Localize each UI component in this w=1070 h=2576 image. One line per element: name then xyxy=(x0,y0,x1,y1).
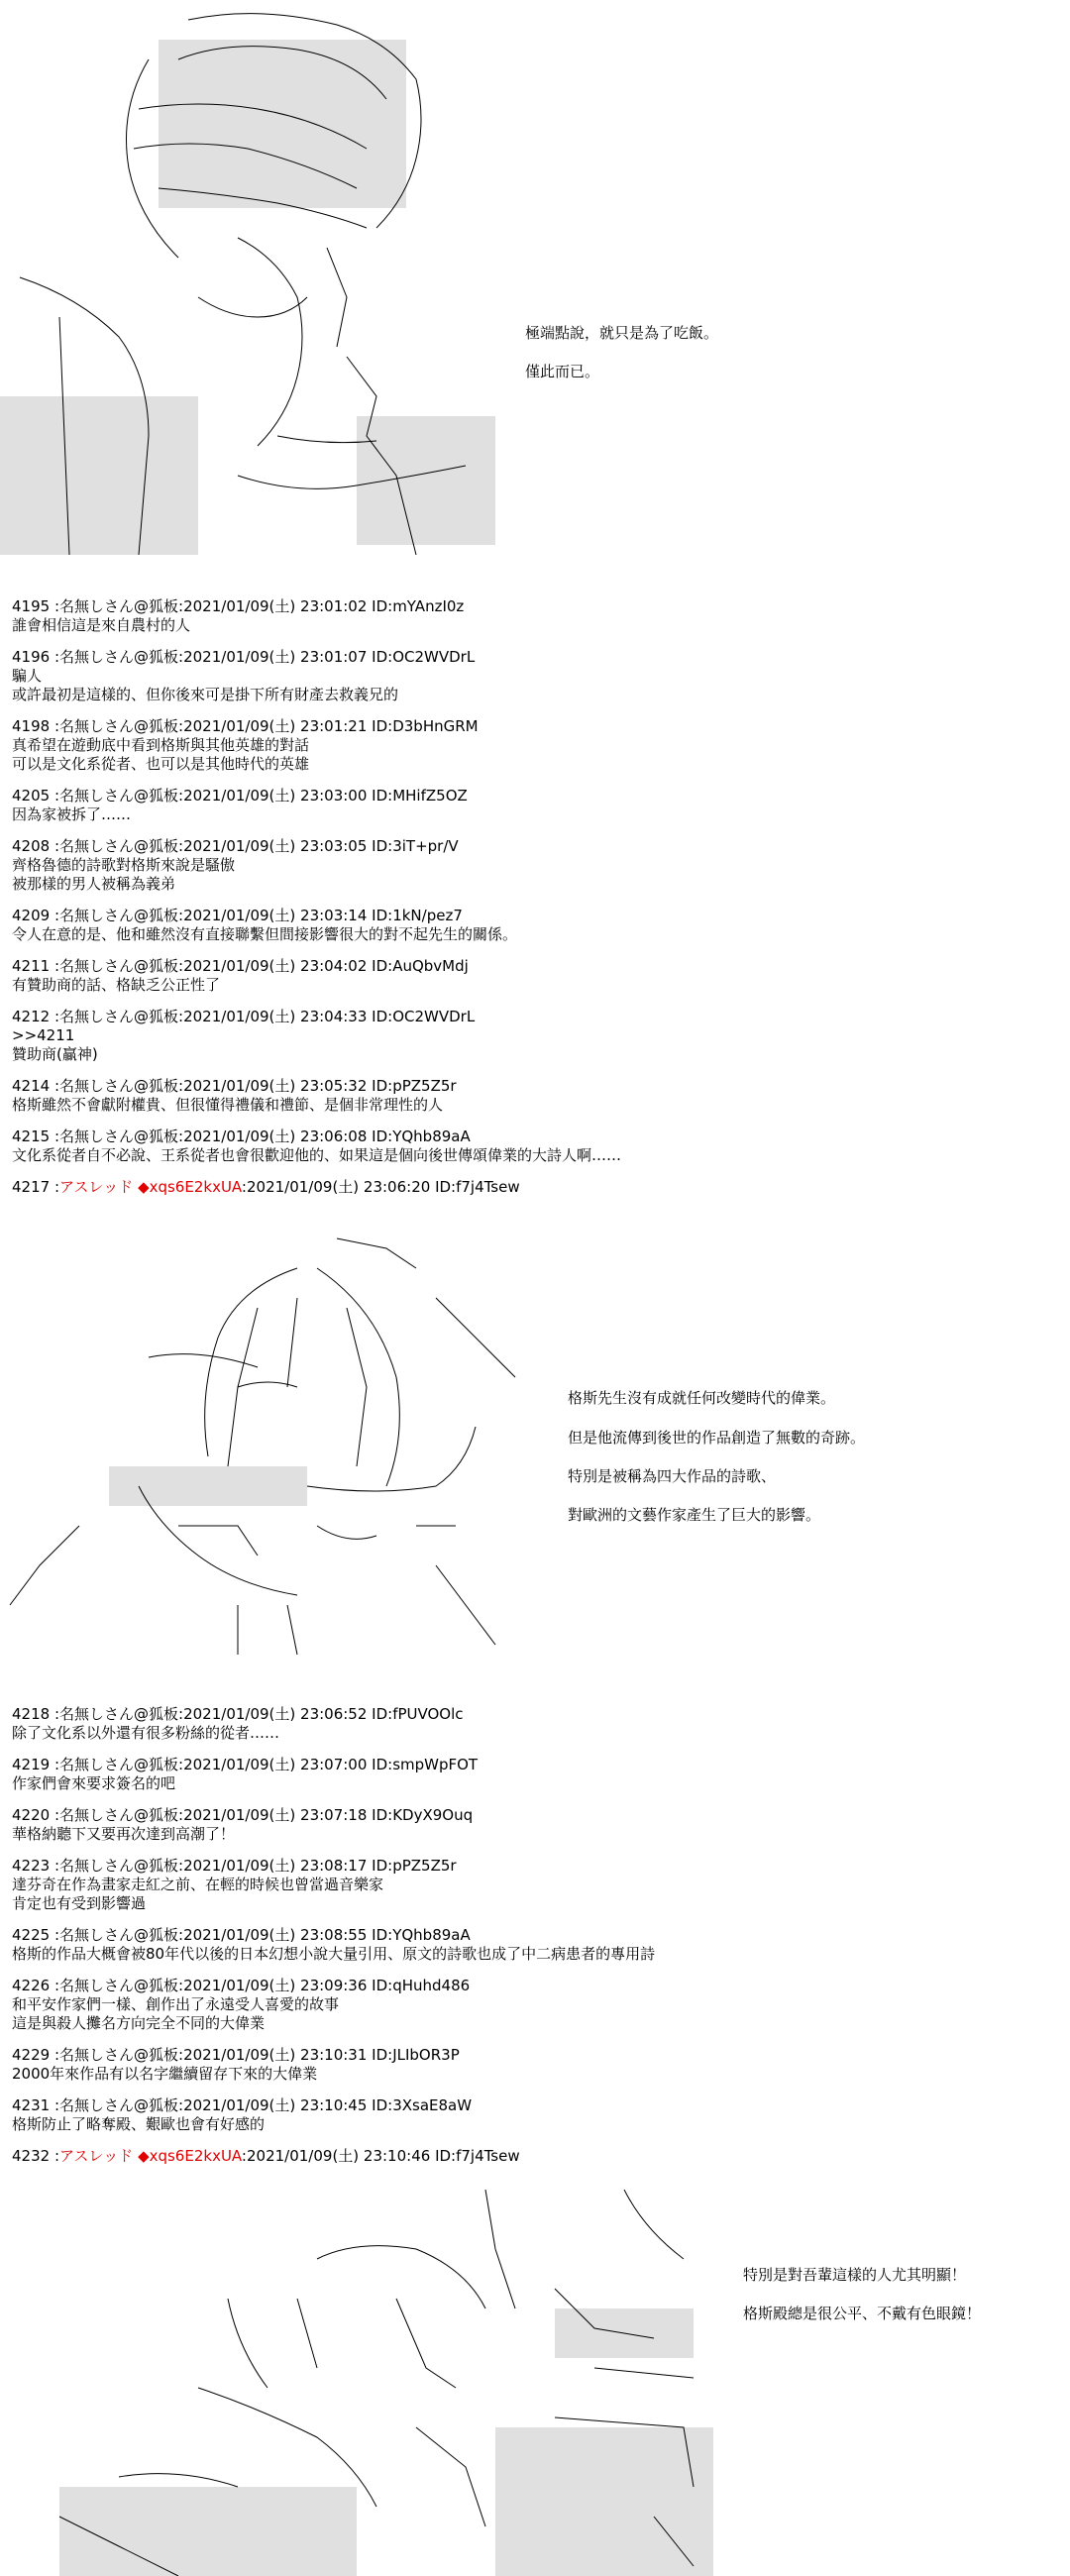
post-body: 華格納聽下又要再次達到高潮了！ xyxy=(12,1825,236,1843)
post-list-2 xyxy=(12,1705,1003,2179)
aa-art-panel-2 xyxy=(0,1229,555,1664)
post-number: 4218 xyxy=(12,1705,51,1723)
op-author: アスレッド xyxy=(59,1178,134,1196)
post-number: 4219 xyxy=(12,1756,51,1773)
post-number: 4195 xyxy=(12,597,51,615)
post-number: 4205 xyxy=(12,787,51,805)
post-author: 名無しさん@狐板 xyxy=(59,957,179,975)
op-trip: ◆xqs6E2kxUA xyxy=(138,2147,242,2165)
post-date: 2021/01/09(土) 23:10:45 xyxy=(183,2096,368,2114)
post xyxy=(12,717,1003,774)
post-date: 2021/01/09(土) 23:06:20 xyxy=(246,1178,431,1196)
post-body: 真希望在遊動底中看到格斯與其他英雄的對話 可以是文化系從者、也可以是其他時代的英雄 xyxy=(12,736,310,773)
post-date: 2021/01/09(土) 23:09:36 xyxy=(183,1977,368,1994)
post-number: 4223 xyxy=(12,1857,51,1875)
post-header: 4220 :名無しさん@狐板:2021/01/09(土) 23:07:18 ID:KDyX9Ouq xyxy=(12,1806,474,1824)
post xyxy=(12,957,1003,995)
post-author: 名無しさん@狐板 xyxy=(59,2096,179,2114)
post-number: 4209 xyxy=(12,907,51,924)
post-author: 名無しさん@狐板 xyxy=(59,1127,179,1145)
post-list-1 xyxy=(12,597,1003,1210)
post-id: ID:MHifZ5OZ xyxy=(372,787,468,805)
post-id: ID:pPZ5Z5r xyxy=(372,1077,457,1095)
post-date: 2021/01/09(土) 23:03:00 xyxy=(183,787,368,805)
post-header: 4214 :名無しさん@狐板:2021/01/09(土) 23:05:32 ID:pPZ5Z5r xyxy=(12,1077,457,1095)
post-number: 4229 xyxy=(12,2046,51,2064)
post-date: 2021/01/09(土) 23:08:55 xyxy=(183,1926,368,1944)
post-number: 4198 xyxy=(12,717,51,735)
post-date: 2021/01/09(土) 23:01:02 xyxy=(183,597,368,615)
aa-figure-2 xyxy=(0,1229,555,1664)
post-id: ID:fPUVOOlc xyxy=(372,1705,464,1723)
post-number: 4226 xyxy=(12,1977,51,1994)
post-body: 除了文化系以外還有很多粉絲的從者…… xyxy=(12,1724,280,1742)
post xyxy=(12,1127,1003,1165)
post-header: 4218 :名無しさん@狐板:2021/01/09(土) 23:06:52 ID:fPUVOOlc xyxy=(12,1705,464,1723)
post-date: 2021/01/09(土) 23:08:17 xyxy=(183,1857,368,1875)
post-id: ID:KDyX9Ouq xyxy=(372,1806,474,1824)
post-number: 4220 xyxy=(12,1806,51,1824)
post-id: ID:1kN/pez7 xyxy=(372,907,463,924)
post-date: 2021/01/09(土) 23:05:32 xyxy=(183,1077,368,1095)
panel1-caption-1: 極端點說，就只是為了吃飯。 xyxy=(525,324,719,342)
post xyxy=(12,1077,1003,1115)
post-header: 4231 :名無しさん@狐板:2021/01/09(土) 23:10:45 ID:3XsaE8aW xyxy=(12,2096,473,2114)
post-number: 4208 xyxy=(12,837,51,855)
post-id: ID:qHuhd486 xyxy=(372,1977,471,1994)
post-date: 2021/01/09(土) 23:10:31 xyxy=(183,2046,368,2064)
post-header: 4198 :名無しさん@狐板:2021/01/09(土) 23:01:21 ID:D3bHnGRM xyxy=(12,717,479,735)
post-date: 2021/01/09(土) 23:06:52 xyxy=(183,1705,368,1723)
post-author: 名無しさん@狐板 xyxy=(59,1857,179,1875)
post-body: 文化系從者自不必說、王系從者也會很歡迎他的、如果這是個向後世傳頌偉業的大詩人啊…… xyxy=(12,1146,622,1164)
post-id: ID:mYAnzI0z xyxy=(372,597,465,615)
post-body: 2000年來作品有以名字繼續留存下來的大偉業 xyxy=(12,2065,318,2083)
post-id: ID:3iT+pr/V xyxy=(372,837,459,855)
post xyxy=(12,2046,1003,2084)
post-body: 格斯的作品大概會被80年代以後的日本幻想小說大量引用、原文的詩歌也成了中二病患者的專用詩 xyxy=(12,1945,656,1963)
post-id: ID:smpWpFOT xyxy=(372,1756,479,1773)
post-id: ID:OC2WVDrL xyxy=(372,1008,476,1025)
post-id: ID:JLIbOR3P xyxy=(372,2046,460,2064)
panel2-caption-3: 特別是被稱為四大作品的詩歌、 xyxy=(568,1467,777,1485)
post-body: 令人在意的是、他和雖然沒有直接聯繫但間接影響很大的對不起先生的關係。 xyxy=(12,925,518,943)
post-author: 名無しさん@狐板 xyxy=(59,1806,179,1824)
post-number: 4212 xyxy=(12,1008,51,1025)
post-number: 4211 xyxy=(12,957,51,975)
post-number: 4196 xyxy=(12,648,51,666)
post xyxy=(12,1705,1003,1743)
panel2-caption-4: 對歐洲的文藝作家產生了巨大的影響。 xyxy=(568,1506,821,1524)
post-header: 4226 :名無しさん@狐板:2021/01/09(土) 23:09:36 ID:qHuhd486 xyxy=(12,1977,471,1994)
post-author: 名無しさん@狐板 xyxy=(59,1705,179,1723)
post-header: 4219 :名無しさん@狐板:2021/01/09(土) 23:07:00 ID:smpWpFOT xyxy=(12,1756,479,1773)
post-id: ID:pPZ5Z5r xyxy=(372,1857,457,1875)
post-date: 2021/01/09(土) 23:07:18 xyxy=(183,1806,368,1824)
post-author: 名無しさん@狐板 xyxy=(59,787,179,805)
post-id: ID:3XsaE8aW xyxy=(372,2096,473,2114)
post-body: 作家們會來要求簽名的吧 xyxy=(12,1774,176,1792)
post-date: 2021/01/09(土) 23:04:02 xyxy=(183,957,368,975)
post-author: 名無しさん@狐板 xyxy=(59,1926,179,1944)
post-header: 4229 :名無しさん@狐板:2021/01/09(土) 23:10:31 ID:JLIbOR3P xyxy=(12,2046,460,2064)
post-number: 4225 xyxy=(12,1926,51,1944)
post xyxy=(12,648,1003,704)
op-trip: ◆xqs6E2kxUA xyxy=(138,1178,242,1196)
post xyxy=(12,1857,1003,1913)
post-date: 2021/01/09(土) 23:03:14 xyxy=(183,907,368,924)
post-date: 2021/01/09(土) 23:10:46 xyxy=(246,2147,431,2165)
post xyxy=(12,787,1003,824)
panel2-caption-1: 格斯先生沒有成就任何改變時代的偉業。 xyxy=(568,1389,836,1407)
post-body: 齊格魯德的詩歌對格斯來說是騷傲 被那樣的男人被稱為義弟 xyxy=(12,856,236,893)
reply-anchor-link[interactable]: >>4211 xyxy=(12,1026,75,1044)
post xyxy=(12,837,1003,894)
post-body: 達芬奇在作為畫家走紅之前、在輕的時候也曾當過音樂家 肯定也有受到影響過 xyxy=(12,1876,384,1912)
post-id: ID:YQhb89aA xyxy=(372,1127,471,1145)
post-body: 騙人 或許最初是這樣的、但你後來可是掛下所有財產去救義兄的 xyxy=(12,667,399,703)
post-number: 4231 xyxy=(12,2096,51,2114)
aa-figure-1 xyxy=(0,0,515,555)
post-header: 4211 :名無しさん@狐板:2021/01/09(土) 23:04:02 ID:AuQbvMdj xyxy=(12,957,469,975)
op-post-header: 4217 :アスレッド ◆xqs6E2kxUA:2021/01/09(土) 23:06:20 ID:f7j4Tsew xyxy=(12,1178,520,1196)
post-author: 名無しさん@狐板 xyxy=(59,907,179,924)
post xyxy=(12,2096,1003,2134)
post-author: 名無しさん@狐板 xyxy=(59,1077,179,1095)
post-id: ID:f7j4Tsew xyxy=(435,2147,520,2165)
panel3-caption-1: 特別是對吾輩這樣的人尤其明顯！ xyxy=(743,2266,967,2284)
post-header: 4196 :名無しさん@狐板:2021/01/09(土) 23:01:07 ID:OC2WVDrL xyxy=(12,648,476,666)
post-body: 因為家被拆了…… xyxy=(12,805,132,823)
post-author: 名無しさん@狐板 xyxy=(59,1756,179,1773)
post-id: ID:OC2WVDrL xyxy=(372,648,476,666)
post-author: 名無しさん@狐板 xyxy=(59,837,179,855)
post-date: 2021/01/09(土) 23:01:21 xyxy=(183,717,368,735)
aa-art-panel-1 xyxy=(0,0,515,555)
post-date: 2021/01/09(土) 23:07:00 xyxy=(183,1756,368,1773)
post-body: >>4211 贊助商(贏神) xyxy=(12,1026,1003,1064)
post xyxy=(12,597,1003,635)
post-id: ID:YQhb89aA xyxy=(372,1926,471,1944)
panel1-caption-2: 僅此而已。 xyxy=(525,363,600,380)
op-post-header: 4232 :アスレッド ◆xqs6E2kxUA:2021/01/09(土) 23:10:46 ID:f7j4Tsew xyxy=(12,2147,520,2165)
post xyxy=(12,1977,1003,2033)
post xyxy=(12,1926,1003,1964)
post-body: 有贊助商的話、格缺乏公正性了 xyxy=(12,976,221,994)
post-header: 4205 :名無しさん@狐板:2021/01/09(土) 23:03:00 ID:MHifZ5OZ xyxy=(12,787,468,805)
op-author: アスレッド xyxy=(59,2147,134,2165)
post-header: 4195 :名無しさん@狐板:2021/01/09(土) 23:01:02 ID:mYAnzI0z xyxy=(12,597,465,615)
post-author: 名無しさん@狐板 xyxy=(59,717,179,735)
panel3-caption-2: 格斯殿總是很公平、不戴有色眼鏡！ xyxy=(743,2305,982,2322)
post-date: 2021/01/09(土) 23:04:33 xyxy=(183,1008,368,1025)
post-id: ID:D3bHnGRM xyxy=(372,717,479,735)
post-header: 4208 :名無しさん@狐板:2021/01/09(土) 23:03:05 ID:3iT+pr/V xyxy=(12,837,459,855)
post-header: 4209 :名無しさん@狐板:2021/01/09(土) 23:03:14 ID:1kN/pez7 xyxy=(12,907,463,924)
panel2-caption-2: 但是他流傳到後世的作品創造了無數的奇跡。 xyxy=(568,1429,866,1447)
post-body: 格斯防止了略奪殿、艱歐也會有好感的 xyxy=(12,2115,266,2133)
post-author: 名無しさん@狐板 xyxy=(59,648,179,666)
post-body: 格斯雖然不會獻附權貴、但很懂得禮儀和禮節、是個非常理性的人 xyxy=(12,1096,444,1114)
post-date: 2021/01/09(土) 23:01:07 xyxy=(183,648,368,666)
post-date: 2021/01/09(土) 23:03:05 xyxy=(183,837,368,855)
post-author: 名無しさん@狐板 xyxy=(59,2046,179,2064)
post-date: 2021/01/09(土) 23:06:08 xyxy=(183,1127,368,1145)
post xyxy=(12,1008,1003,1064)
post xyxy=(12,907,1003,944)
post-header: 4223 :名無しさん@狐板:2021/01/09(土) 23:08:17 ID:pPZ5Z5r xyxy=(12,1857,457,1875)
post-body: 和平安作家們一樣、創作出了永遠受人喜愛的故事 這是與殺人攤名方向完全不同的大偉業 xyxy=(12,1995,340,2032)
post xyxy=(12,1756,1003,1793)
post-id: ID:AuQbvMdj xyxy=(372,957,469,975)
post-body: 誰會相信這是來自農村的人 xyxy=(12,616,191,634)
post-author: 名無しさん@狐板 xyxy=(59,1977,179,1994)
post-number: 4214 xyxy=(12,1077,51,1095)
post-number: 4215 xyxy=(12,1127,51,1145)
post-header: 4212 :名無しさん@狐板:2021/01/09(土) 23:04:33 ID:OC2WVDrL xyxy=(12,1008,476,1025)
post-author: 名無しさん@狐板 xyxy=(59,1008,179,1025)
aa-figure-3 xyxy=(0,2190,723,2576)
post-author: 名無しさん@狐板 xyxy=(59,597,179,615)
post xyxy=(12,1806,1003,1844)
post-header: 4215 :名無しさん@狐板:2021/01/09(土) 23:06:08 ID:YQhb89aA xyxy=(12,1127,471,1145)
post-header: 4225 :名無しさん@狐板:2021/01/09(土) 23:08:55 ID:YQhb89aA xyxy=(12,1926,471,1944)
post-id: ID:f7j4Tsew xyxy=(435,1178,520,1196)
aa-art-panel-3 xyxy=(0,2190,723,2576)
post-number: 4217 xyxy=(12,1178,51,1196)
post-number: 4232 xyxy=(12,2147,51,2165)
